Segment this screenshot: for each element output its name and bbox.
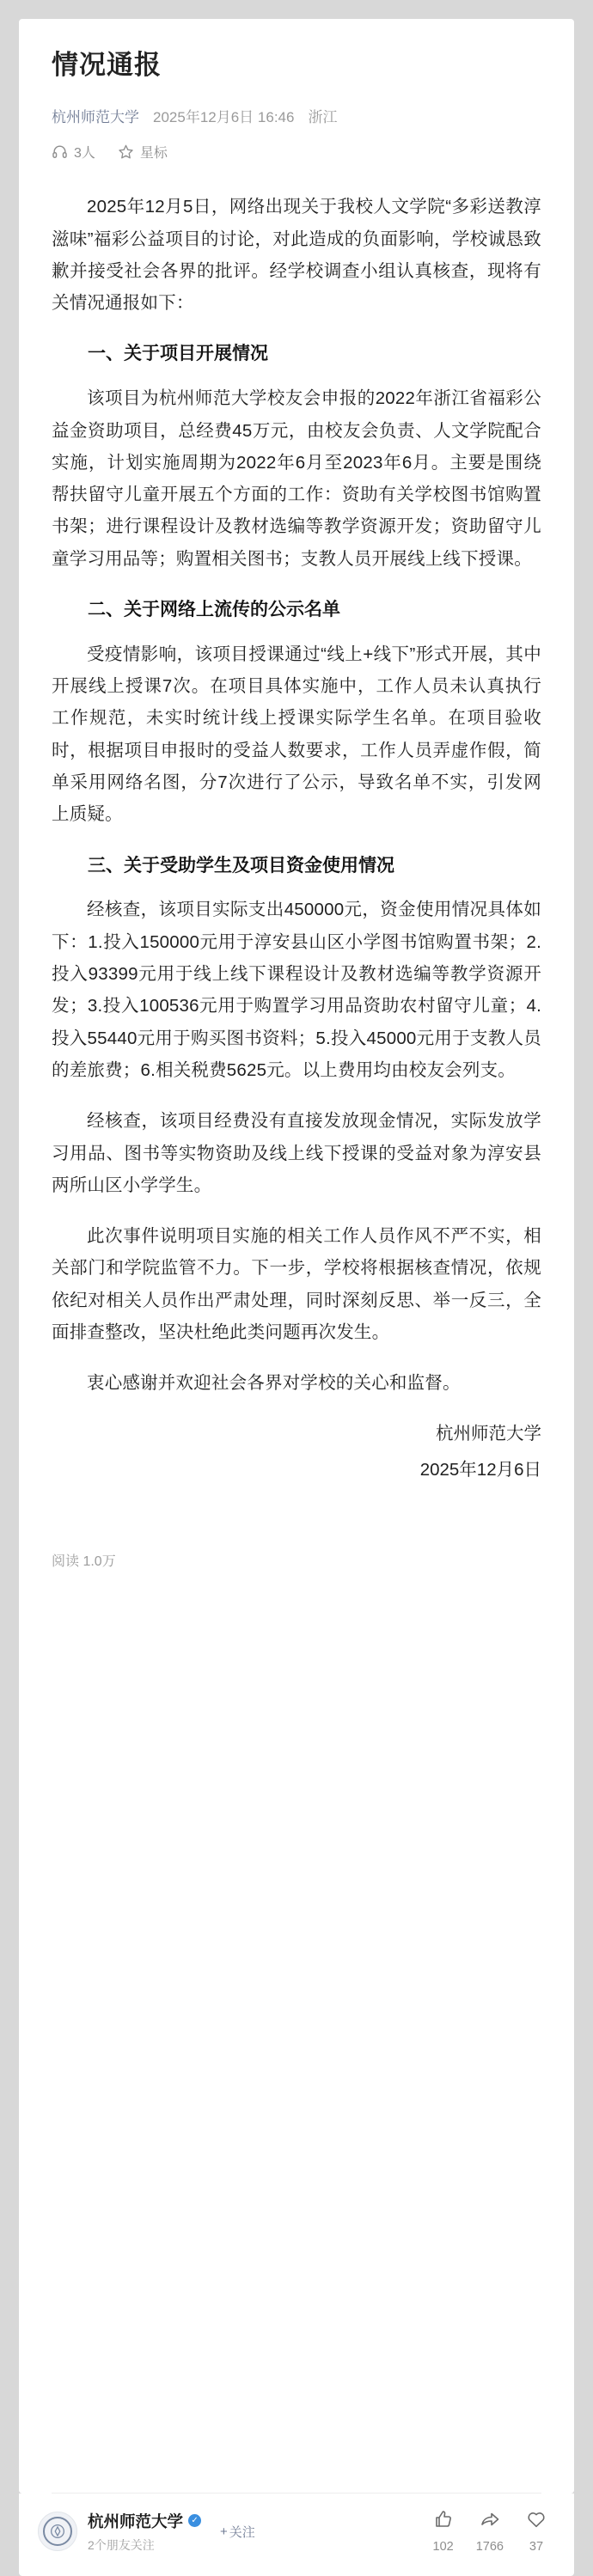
- section-heading: 三、关于受助学生及项目资金使用情况: [88, 855, 394, 876]
- friends-following-label: 2个朋友关注: [88, 2537, 155, 2552]
- paragraph: 经核查，该项目经费没有直接发放现金情况，实际发放学习用品、图书等实物资助及线上线下授课的受益对象为淳安县两所山区小学学生。: [52, 1111, 541, 1195]
- article-meta-actions: [52, 142, 541, 162]
- avatar[interactable]: [38, 2512, 77, 2551]
- university-crest-icon: [43, 2517, 72, 2546]
- listen-label: 3人: [74, 146, 95, 162]
- paragraph: 2025年12月5日，网络出现关于我校人文学院“多彩送教淳滋味”福彩公益项目的讨论，对此造成的负面影响，学校诚恳致歉并接受社会各界的批评。经学校调查小组认真核查，现将有关情况通报如下：: [52, 197, 541, 314]
- page-title: 情况通报: [52, 50, 162, 80]
- like-stat[interactable]: [433, 2509, 454, 2554]
- paragraph: 该项目为杭州师范大学校友会申报的2022年浙江省福彩公益金资助项目，总经费45万元，由校友会负责、人文学院配合实施，计划实施周期为2022年6月至2023年6月。主要是围绕帮扶留守儿童开展五个方面的工作：资助有关学校图书馆购置书架；进行课程设计及教材选编等教学资源开发；资助留守儿童学习用品等；购置相关图书；支教人员开展线上线下授课。: [52, 388, 541, 569]
- share-icon: [480, 2509, 500, 2534]
- paragraph: 经核查，该项目实际支出450000元，资金使用情况具体如下：1.投入150000元用于淳安县山区小学图书馆购置书架；2.投入93399元用于线上线下课程设计及教材选编等教学资源开发；3.投入100536元用于购置学习用品资助农村留守儿童；4.投入55440元用于购买图书资料；5.投入45000元用于支教人员的差旅费；6.相关税费5625元。以上费用均由校友会列支。: [52, 900, 541, 1080]
- like-count: 102: [432, 2540, 454, 2554]
- meta-author[interactable]: 杭州师范大学: [52, 109, 139, 126]
- star-button[interactable]: [118, 142, 168, 162]
- favorite-stat[interactable]: [526, 2509, 547, 2554]
- follow-plus-icon: +: [220, 2524, 228, 2539]
- share-stat[interactable]: [476, 2509, 504, 2554]
- article-body: [52, 191, 541, 1528]
- thumbs-up-icon: [433, 2509, 454, 2534]
- account-name[interactable]: 杭州师范大学: [88, 2512, 184, 2530]
- favorite-count: 37: [529, 2540, 544, 2554]
- share-count: 1766: [475, 2540, 504, 2554]
- paragraph: 衷心感谢并欢迎社会各界对学校的关心和监督。: [87, 1373, 461, 1394]
- star-label: 星标: [139, 146, 168, 162]
- follow-button[interactable]: [211, 2520, 264, 2543]
- signature-name: 杭州师范大学: [436, 1423, 541, 1444]
- read-count: 阅读 1.0万: [52, 1554, 116, 1570]
- star-icon: [118, 143, 134, 160]
- section-heading: 一、关于项目开展情况: [88, 344, 268, 364]
- meta-date: 2025年12月6日 16:46: [153, 109, 295, 126]
- article-card: [19, 19, 574, 2494]
- heart-icon: [526, 2509, 547, 2534]
- article-meta: [52, 105, 541, 126]
- headphones-icon: [52, 143, 68, 160]
- paragraph: 受疫情影响，该项目授课通过“线上+线下”形式开展，其中开展线上授课7次。在项目具体实施中，工作人员未认真执行工作规范，未实时统计线上授课实际学生名单。在项目验收时，根据项目申报时的受益人数要求，工作人员弄虚作假，简单采用网络名图，分7次进行了公示，导致名单不实，引发网上质疑。: [52, 644, 541, 825]
- paragraph: 此次事件说明项目实施的相关工作人员作风不严不实，相关部门和学院监管不力。下一步，学校将根据核查情况，依规依纪对相关人员作出严肃处理，同时深刻反思、举一反三，全面排查整改，坚决杜绝此类问题再次发生。: [52, 1226, 541, 1342]
- meta-location: 浙江: [308, 109, 338, 126]
- section-heading: 二、关于网络上流传的公示名单: [88, 600, 340, 620]
- account-info[interactable]: [38, 2510, 264, 2554]
- engagement-stats: [433, 2509, 547, 2554]
- account-footer-bar: [19, 2494, 574, 2576]
- verified-badge-icon: ✓: [188, 2514, 201, 2527]
- follow-label: 关注: [229, 2524, 255, 2540]
- account-names: [88, 2510, 201, 2554]
- listen-button[interactable]: [52, 142, 95, 162]
- signature-date: 2025年12月6日: [419, 1460, 541, 1480]
- account-name-row: [88, 2510, 201, 2532]
